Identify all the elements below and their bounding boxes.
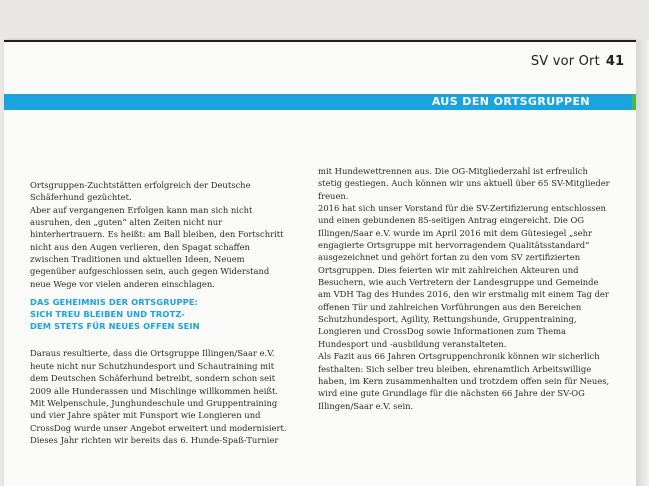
page-header — [531, 54, 624, 69]
subheading-line: DAS GEHEIMNIS DER ORTSGRUPPE: — [30, 297, 199, 308]
subheading-line: DEM STETS FÜR NEUES OFFEN SEIN — [30, 320, 200, 331]
magazine-title: SV vor Ort — [530, 54, 600, 69]
section-title: AUS DEN ORTSGRUPPEN — [431, 95, 590, 108]
left-column — [30, 179, 290, 446]
section-band — [4, 94, 632, 110]
paragraph: Als Fazit aus 66 Jahren Ortsgruppenchronik können wir sicherlich festhalten: Sich selber treu bleiben, ehrenamtlich Arbeitswillige haben, im Kern zusammenhalten und trotzdem offen sein für Neues, wird eine gute Grundlage für die nächsten 66 Jahre der SV-OG Illingen/Saar e.V. sein. — [318, 351, 610, 411]
paragraph: Aber auf vergangenen Erfolgen kann man sich nicht ausruhen, den „guten“ alten Zeiten nicht nur hinterhertrauern. Es heißt: am Ball bleiben, den Fortschritt nicht aus den Augen verlieren, den Spagat schaffen zwischen Traditionen und aktuellen Ideen, Neuem gegenüber aufgeschlossen sein, auch gegen Widerstand neue Wege vor vielen anderen einschlagen. — [30, 204, 284, 289]
paragraph: Mit Welpenschule, Junghundeschule und Gruppentraining und vier Jahre später mit Funsport wie Longieren und CrossDog wurde unser Angebot erweitert und modernisiert. Dieses Jahr richten wir bereits das 6. Hunde-Spaß-Turnier — [30, 397, 287, 445]
magazine-page — [4, 40, 636, 486]
paragraph: 2016 hat sich unser Vorstand für die SV-Zertifizierung entschlossen und einen gebundenen 85-seitigen Antrag eingereicht. Die OG Illingen/Saar e.V. wurde im April 2016 mit dem Gütesiegel „sehr engagierte Ortsgruppe mit hervorragendem Qualitätsstandard“ ausgezeichnet und gehört fortan zu den vom SV zertifizierten Ortsgruppen. Dies feierten wir mit zahlreichen Akteuren und Besuchern, wie auch Vertretern der Landesgruppe und Gemeinde am VDH Tag des Hundes 2016, den wir erstmalig mit einem Tag der offenen Tür und zahlreichen Vorführungen aus den Bereichen Schutzhundesport, Agility, Rettungshunde, Gruppentraining, Longieren und CrossDog sowie Informationen zum Thema Hundesport und -ausbildung veranstalteten. — [318, 203, 609, 349]
subheading — [30, 297, 290, 332]
page-number: 41 — [605, 54, 624, 69]
paragraph: mit Hundewettrennen aus. Die OG-Mitgliederzahl ist erfreulich stetig gestiegen. Auch können wir uns aktuell über 65 SV-Mitglieder freuen. — [318, 166, 610, 201]
paragraph: Ortsgruppen-Zuchtstätten erfolgreich der Deutsche Schäferhund gezüchtet. — [30, 180, 251, 203]
page-edge — [636, 40, 649, 486]
right-column — [318, 165, 610, 412]
paragraph: Daraus resultierte, dass die Ortsgruppe Illingen/Saar e.V. heute nicht nur Schutzhundesport und Schautraining mit dem Deutschen Schäferhund betreibt, sondern schon seit 2009 alle Hunderassen und Mischlinge willkommen heißt. — [30, 348, 279, 396]
subheading-line: SICH TREU BLEIBEN UND TROTZ- — [30, 308, 185, 319]
